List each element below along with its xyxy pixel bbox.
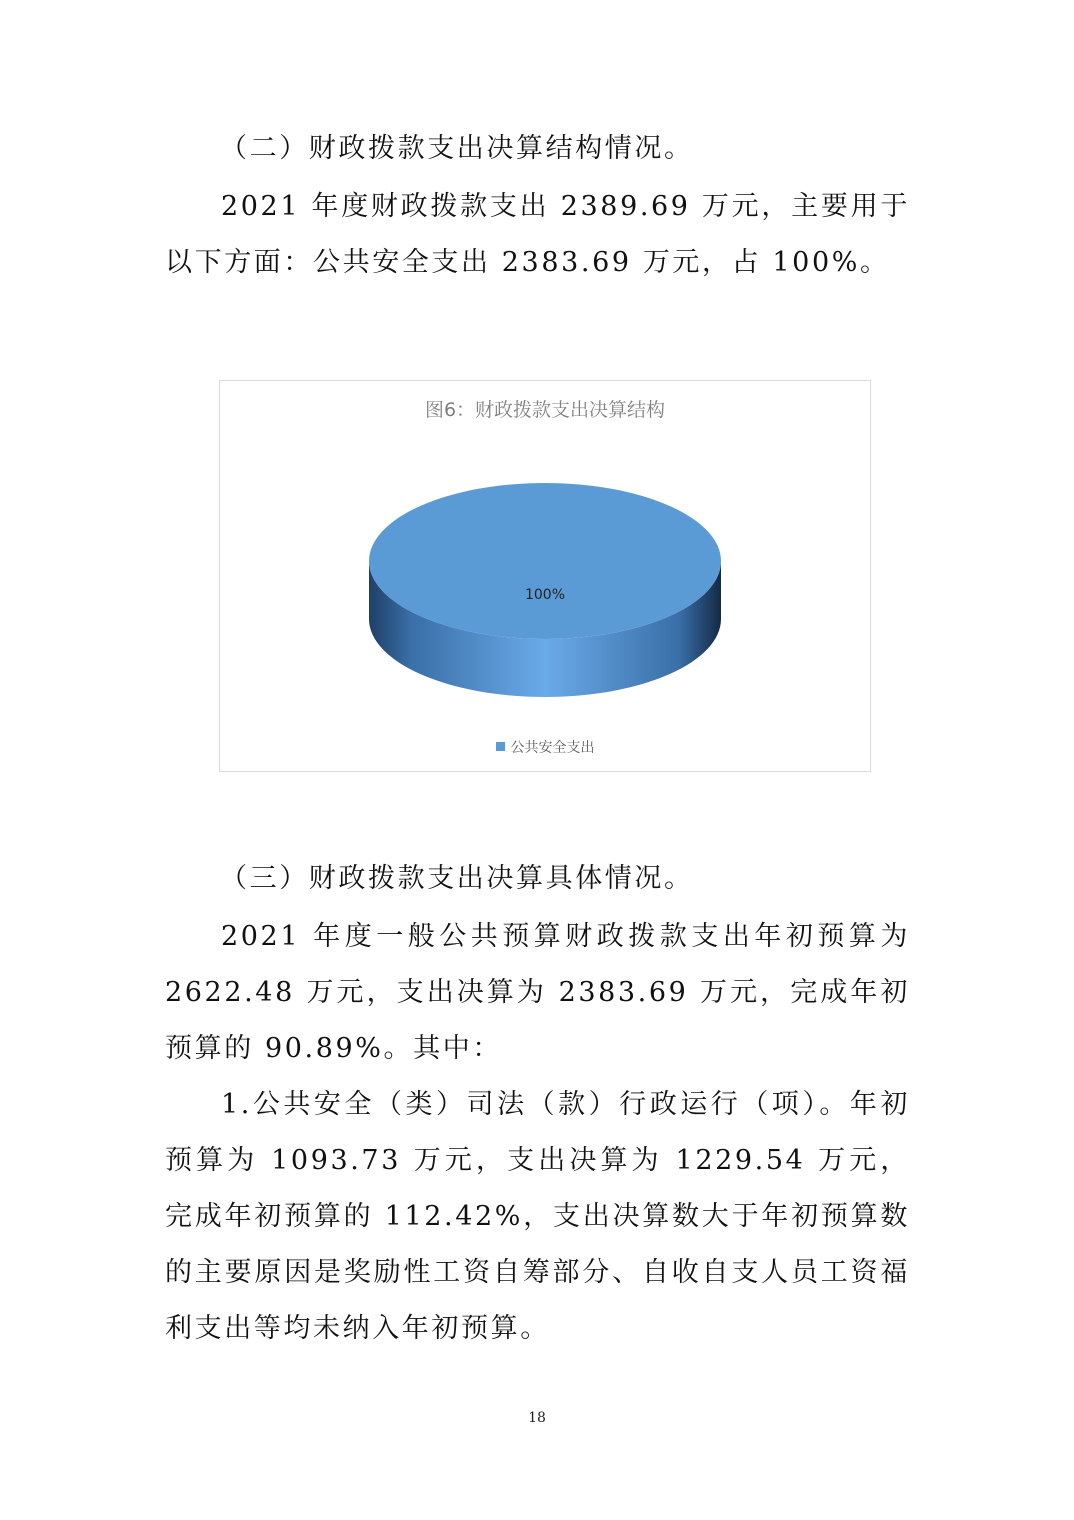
detail-paragraph: 2021 年度一般公共预算财政拨款支出年初预算为 2622.48 万元，支出决算为 2383.69 万元，完成年初预算的 90.89%。其中： (165, 921, 910, 1064)
structure-paragraph: 2021 年度财政拨款支出 2389.69 万元，主要用于以下方面：公共安全支出 2383.69 万元，占 100%。 (165, 191, 910, 278)
section-heading-detail: （三）财政拨款支出决算具体情况。 (220, 863, 694, 894)
item-1-paragraph: 1.公共安全（类）司法（款）行政运行（项）。年初预算为 1093.73 万元，支出决算为 1229.54 万元，完成年初预算的 112.42%，支出决算数大于年初预算数的主要原因是奖励性工资自筹部分、自收自支人员工资福利支出等均未纳入年初预算。 (165, 1089, 910, 1344)
pie-chart-svg (220, 381, 870, 771)
chart-title: 图6：财政拨款支出决算结构 (424, 399, 666, 421)
section-heading-structure: （二）财政拨款支出决算结构情况。 (220, 133, 694, 164)
chart-legend (220, 737, 870, 757)
pie-data-label: 100% (524, 587, 566, 603)
page-number: 18 (528, 1410, 546, 1426)
pie-slice-0 (369, 483, 721, 639)
legend-swatch (496, 742, 505, 751)
expenditure-structure-chart (219, 380, 871, 772)
legend-label: 公共安全支出 (510, 740, 595, 756)
